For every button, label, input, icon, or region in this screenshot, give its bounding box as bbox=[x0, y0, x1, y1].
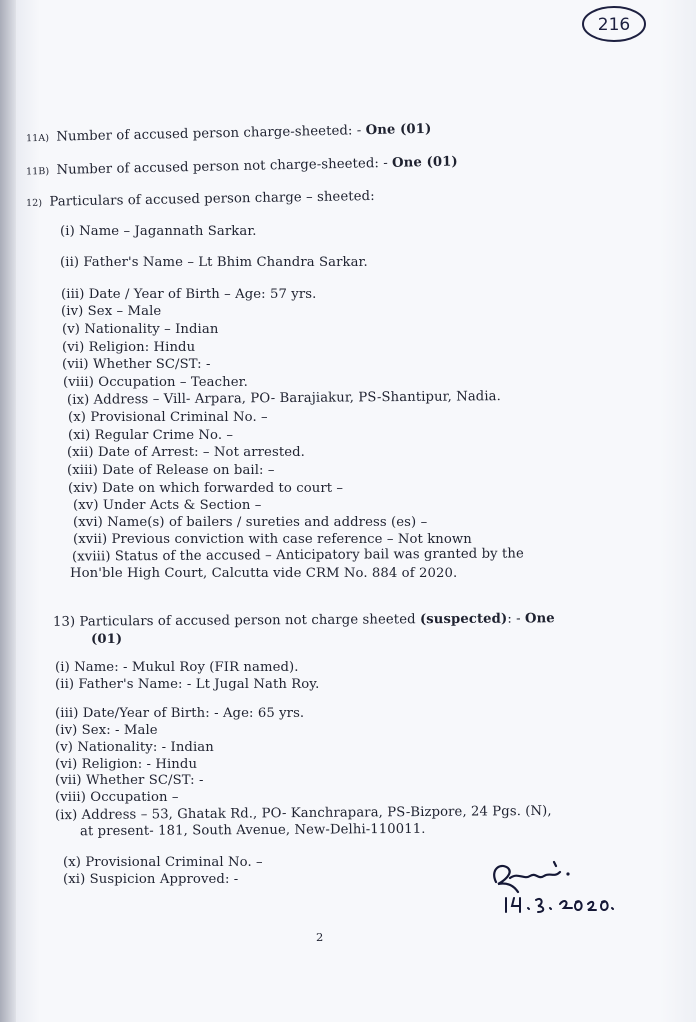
p12-bailers: (xvi) Name(s) of bailers / sureties and address (es) – bbox=[73, 515, 428, 530]
item-11b-number: 11B) bbox=[25, 166, 50, 178]
p13-sc-st: (vii) Whether SC/ST: - bbox=[55, 773, 204, 788]
page-stamp-circle bbox=[580, 3, 648, 43]
p13-suspicion-approved: (xi) Suspicion Approved: - bbox=[63, 872, 239, 887]
item-11b-text: Number of accused person not charge-sheeted: - bbox=[56, 155, 388, 178]
p12-arrest-date: (xii) Date of Arrest: – Not arrested. bbox=[67, 445, 305, 460]
p12-address: (ix) Address – Vill- Arpara, PO- Barajiakur, PS-Shantipur, Nadia. bbox=[66, 389, 501, 408]
item-11a bbox=[26, 122, 432, 145]
p12-forwarded-date: (xiv) Date on which forwarded to court – bbox=[68, 481, 344, 496]
item-11b-value: One (01) bbox=[391, 154, 458, 171]
p12-father: (ii) Father's Name – Lt Bhim Chandra Sarkar. bbox=[60, 255, 368, 270]
item-12-number: 12) bbox=[25, 197, 43, 210]
p12-dob: (iii) Date / Year of Birth – Age: 57 yrs. bbox=[61, 287, 317, 302]
p12-regular-crime-no: (xi) Regular Crime No. – bbox=[68, 428, 234, 443]
item-13-value-cont: (01) bbox=[91, 632, 123, 647]
p12-religion: (vi) Religion: Hindu bbox=[62, 340, 196, 355]
signature bbox=[484, 852, 624, 918]
item-11a-value: One (01) bbox=[365, 121, 432, 139]
p13-provisional-no: (x) Provisional Criminal No. – bbox=[63, 855, 263, 870]
item-12-text: Particulars of accused person charge – sheeted: bbox=[49, 188, 375, 210]
p12-occupation: (viii) Occupation – Teacher. bbox=[63, 375, 248, 390]
p13-dob: (iii) Date/Year of Birth: - Age: 65 yrs. bbox=[55, 706, 305, 721]
p12-nationality: (v) Nationality – Indian bbox=[62, 322, 219, 337]
item-11a-number: 11A) bbox=[25, 132, 50, 145]
item-13-text: 13) Particulars of accused person not charge sheeted bbox=[52, 612, 416, 630]
item-13-heading bbox=[53, 611, 555, 630]
p12-status-cont: Hon'ble High Court, Calcutta vide CRM No. 884 of 2020. bbox=[70, 566, 458, 581]
p12-sex: (iv) Sex – Male bbox=[61, 304, 162, 319]
p13-address: (ix) Address – 53, Ghatak Rd., PO- Kanchrapara, PS-Bizpore, 24 Pgs. (N), bbox=[54, 803, 552, 824]
p13-father: (ii) Father's Name: - Lt Jugal Nath Roy. bbox=[55, 677, 320, 692]
page-number: 2 bbox=[316, 930, 324, 944]
p12-status: (xviii) Status of the accused – Anticipatory bail was granted by the bbox=[71, 546, 524, 565]
item-12-heading bbox=[26, 189, 375, 210]
item-13-value: One bbox=[524, 611, 555, 627]
p13-religion: (vi) Religion: - Hindu bbox=[55, 757, 198, 772]
p13-nationality: (v) Nationality: - Indian bbox=[55, 740, 214, 755]
p13-address-cont: at present- 181, South Avenue, New-Delhi-110011. bbox=[79, 821, 426, 840]
item-11a-text: Number of accused person charge-sheeted: - bbox=[56, 123, 362, 145]
p12-previous-conviction: (xvii) Previous conviction with case reference – Not known bbox=[73, 532, 472, 547]
p12-provisional-no: (x) Provisional Criminal No. – bbox=[68, 410, 268, 425]
p12-sc-st: (vii) Whether SC/ST: - bbox=[62, 357, 211, 372]
p12-acts-section: (xv) Under Acts & Section – bbox=[73, 498, 262, 513]
page-left-shadow bbox=[0, 0, 16, 1022]
p13-sex: (iv) Sex: - Male bbox=[55, 723, 158, 738]
page-stamp-number: 216 bbox=[597, 15, 631, 35]
item-11b bbox=[26, 154, 458, 178]
p12-name: (i) Name – Jagannath Sarkar. bbox=[60, 224, 257, 239]
p13-name: (i) Name: - Mukul Roy (FIR named). bbox=[55, 660, 299, 675]
p12-release-date: (xiii) Date of Release on bail: – bbox=[67, 463, 275, 478]
item-13-suspected: (suspected) bbox=[419, 611, 508, 628]
item-13-separator: : - bbox=[507, 611, 521, 627]
p13-occupation: (viii) Occupation – bbox=[55, 790, 179, 805]
